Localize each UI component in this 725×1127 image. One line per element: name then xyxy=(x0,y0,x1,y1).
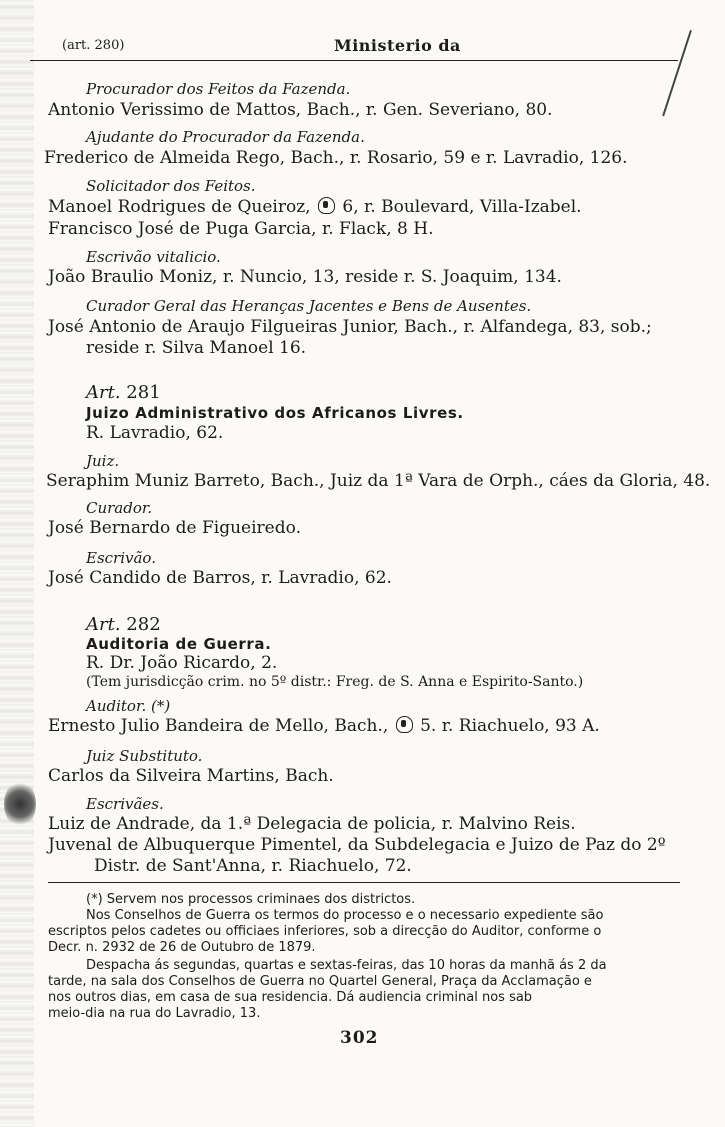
coat-of-arms-icon xyxy=(318,197,335,214)
entry-line: reside r. Silva Manoel 16. xyxy=(86,338,307,358)
section-heading: Escrivão vitalicio. xyxy=(86,248,221,266)
entry-line: Luiz de Andrade, da 1.ª Delegacia de policia, r. Malvino Reis. xyxy=(48,814,576,834)
header-article-ref: (art. 280) xyxy=(62,38,125,53)
entry-text: Ernesto Julio Bandeira de Mello, Bach., xyxy=(48,716,389,736)
entry-text: 6, r. Boulevard, Villa-Izabel. xyxy=(342,197,582,217)
article-address: R. Dr. João Ricardo, 2. xyxy=(86,653,278,673)
article-word: Art. xyxy=(86,614,121,635)
entry-line: Juvenal de Albuquerque Pimentel, da Subdelegacia e Juizo de Paz do 2º xyxy=(48,835,666,855)
footnote-rule xyxy=(48,882,680,883)
article-title: Juizo Administrativo dos Africanos Livres. xyxy=(86,404,464,422)
entry-line xyxy=(48,716,600,736)
footnote-line: (*) Servem nos processos criminaes dos districtos. xyxy=(86,892,416,907)
header-rule xyxy=(30,60,678,61)
entry-line: Antonio Verissimo de Mattos, Bach., r. Gen. Severiano, 80. xyxy=(48,100,553,120)
footnote-line: Nos Conselhos de Guerra os termos do processo e o necessario expediente são xyxy=(86,908,604,923)
jurisdiction-note: (Tem jurisdicção crim. no 5º distr.: Freg. de S. Anna e Espirito-Santo.) xyxy=(86,674,584,690)
footnote-line: Decr. n. 2932 de 26 de Outubro de 1879. xyxy=(48,940,316,955)
section-heading: Escrivães. xyxy=(86,795,164,813)
section-heading: Juiz. xyxy=(86,452,120,470)
footnote-line: Despacha ás segundas, quartas e sextas-feiras, das 10 horas da manhã ás 2 da xyxy=(86,958,607,973)
coat-of-arms-icon xyxy=(396,716,413,733)
entry-line: Distr. de Sant'Anna, r. Riachuelo, 72. xyxy=(94,856,412,876)
footnote-line: meio-dia na rua do Lavradio, 13. xyxy=(48,1006,261,1021)
article-num: 282 xyxy=(126,614,161,635)
running-header xyxy=(48,36,678,58)
entry-line: José Antonio de Araujo Filgueiras Junior, Bach., r. Alfandega, 83, sob.; xyxy=(48,317,652,337)
article-address: R. Lavradio, 62. xyxy=(86,423,224,443)
article-title: Auditoria de Guerra. xyxy=(86,635,272,653)
section-heading: Curador Geral das Heranças Jacentes e Bens de Ausentes. xyxy=(86,297,532,315)
entry-line: Frederico de Almeida Rego, Bach., r. Rosario, 59 e r. Lavradio, 126. xyxy=(44,148,628,168)
article-num: 281 xyxy=(126,382,161,403)
section-heading: Curador. xyxy=(86,499,153,517)
section-heading: Procurador dos Feitos da Fazenda. xyxy=(86,80,351,98)
binding-edge xyxy=(0,0,34,1127)
footnote-line: escriptos pelos cadetes ou officiaes inferiores, sob a direcção do Auditor, conforme o xyxy=(48,924,602,939)
section-heading: Ajudante do Procurador da Fazenda. xyxy=(86,128,365,146)
footnote-line: tarde, na sala dos Conselhos de Guerra no Quartel General, Praça da Acclamação e xyxy=(48,974,592,989)
entry-line: Francisco José de Puga Garcia, r. Flack, 8 H. xyxy=(48,219,434,239)
section-heading: Escrivão. xyxy=(86,549,156,567)
article-word: Art. xyxy=(86,382,121,403)
ink-blot xyxy=(4,780,36,828)
page-number: 302 xyxy=(340,1028,379,1048)
header-title: Ministerio da xyxy=(334,36,461,55)
entry-text: Manoel Rodrigues de Queiroz, xyxy=(48,197,311,217)
entry-line xyxy=(48,197,582,217)
article-number xyxy=(86,382,161,403)
section-heading: Juiz Substituto. xyxy=(86,747,203,765)
entry-line: Carlos da Silveira Martins, Bach. xyxy=(48,766,334,786)
article-number xyxy=(86,614,161,635)
entry-line: José Candido de Barros, r. Lavradio, 62. xyxy=(48,568,392,588)
entry-line: Seraphim Muniz Barreto, Bach., Juiz da 1ª Vara de Orph., cáes da Gloria, 48. xyxy=(46,471,711,491)
entry-text: 5. r. Riachuelo, 93 A. xyxy=(420,716,600,736)
entry-line: João Braulio Moniz, r. Nuncio, 13, reside r. S. Joaquim, 134. xyxy=(48,267,562,287)
footnote-line: nos outros dias, em casa de sua residencia. Dá audiencia criminal nos sab xyxy=(48,990,533,1005)
entry-line: José Bernardo de Figueiredo. xyxy=(48,518,301,538)
section-heading: Solicitador dos Feitos. xyxy=(86,177,256,195)
section-heading: Auditor. (*) xyxy=(86,697,171,715)
